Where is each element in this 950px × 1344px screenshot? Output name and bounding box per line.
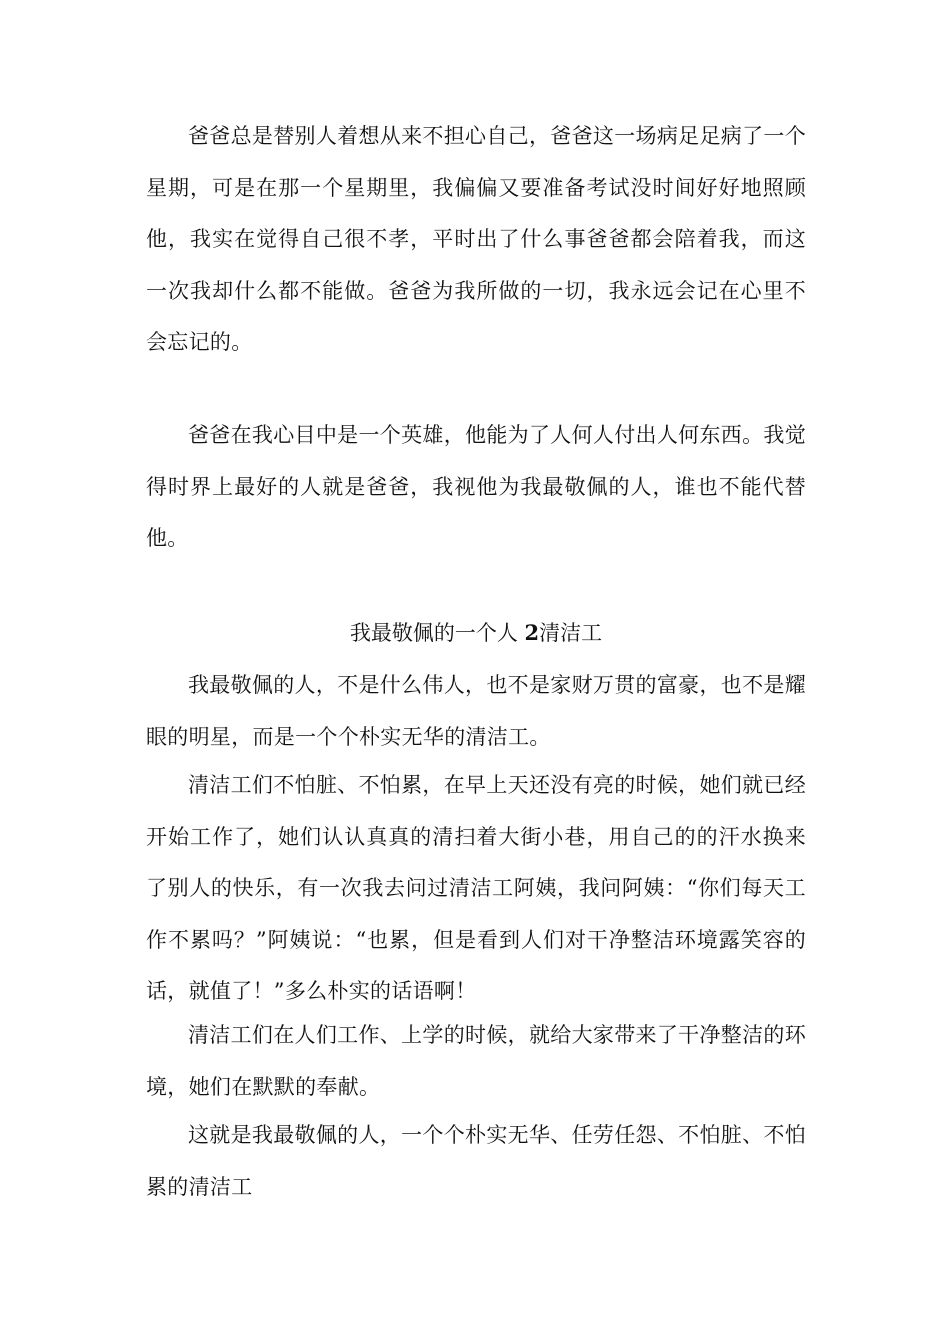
paragraph-cleaner-conclusion: 这就是我最敬佩的人，一个个朴实无华、任劳任怨、不怕脏、不怕累的清洁工 bbox=[146, 1123, 806, 1199]
paragraph-father-illness: 爸爸总是替别人着想从来不担心自己，爸爸这一场病足足病了一个星期，可是在那一个星期里，我偏偏又要准备考试没时间好好地照顾他，我实在觉得自己很不孝，平时出了什么事爸爸都会陪着我，而这一次我却什么都不能做。爸爸为我所做的一切，我永远会记在心里不会忘记的。 bbox=[146, 124, 806, 354]
essay-title bbox=[146, 618, 806, 648]
essay-number: 2 bbox=[524, 620, 540, 645]
paragraph-cleaner-intro: 我最敬佩的人，不是什么伟人，也不是家财万贯的富豪，也不是耀眼的明星，而是一个个朴实无华的清洁工。 bbox=[146, 673, 806, 749]
essay-title-suffix: 清洁工 bbox=[539, 621, 603, 645]
paragraph-cleaner-work: 清洁工们不怕脏、不怕累，在早上天还没有亮的时候，她们就已经开始工作了，她们认认真真的清扫着大街小巷，用自己的的汗水换来了别人的快乐，有一次我去问过清洁工阿姨，我问阿姨：“你们每天工作不累吗？”阿姨说：“也累，但是看到人们对干净整洁环境露笑容的话，就值了！”多么朴实的话语啊！ bbox=[146, 773, 806, 1003]
essay-title-prefix: 我最敬佩的一个人 bbox=[349, 621, 525, 645]
paragraph-cleaner-dedication: 清洁工们在人们工作、上学的时候，就给大家带来了干净整洁的环境，她们在默默的奉献。 bbox=[146, 1023, 806, 1099]
paragraph-father-hero: 爸爸在我心目中是一个英雄，他能为了人何人付出人何东西。我觉得时界上最好的人就是爸爸，我视他为我最敬佩的人，谁也不能代替他。 bbox=[146, 423, 806, 550]
